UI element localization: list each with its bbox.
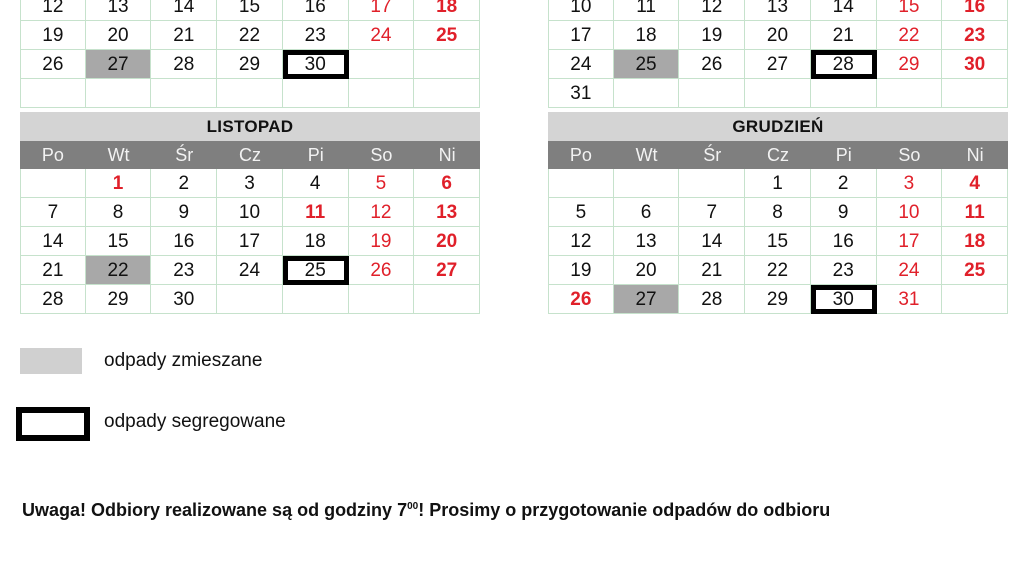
day-cell: 29	[217, 50, 283, 79]
day-cell	[877, 79, 943, 108]
day-cell: 17	[349, 0, 415, 21]
weekday-label: Po	[41, 145, 64, 165]
day-cell: 1	[86, 169, 152, 198]
day-cell: 28	[151, 50, 217, 79]
day-cell: 13	[86, 0, 152, 21]
legend-mixed-label: odpady zmieszane	[104, 350, 263, 371]
day-cell: 4	[283, 169, 349, 198]
day-cell: 7	[20, 198, 86, 227]
calendar-grid	[20, 169, 480, 314]
day-cell: 30	[942, 50, 1008, 79]
day-cell	[811, 79, 877, 108]
weekday-label: Ni	[966, 145, 984, 165]
day-cell: 13	[414, 198, 480, 227]
day-cell: 12	[548, 227, 614, 256]
day-cell: 17	[217, 227, 283, 256]
day-cell: 14	[679, 227, 745, 256]
day-cell: 24	[877, 256, 943, 285]
day-cell: 23	[811, 256, 877, 285]
day-cell	[414, 79, 480, 108]
day-cell	[679, 79, 745, 108]
day-cell	[614, 169, 680, 198]
day-cell: 26	[20, 50, 86, 79]
weekday-label: Pi	[307, 145, 324, 165]
day-cell: 5	[548, 198, 614, 227]
day-cell: 15	[86, 227, 152, 256]
day-cell: 19	[20, 21, 86, 50]
day-cell	[20, 79, 86, 108]
day-cell: 16	[151, 227, 217, 256]
day-cell: 23	[942, 21, 1008, 50]
day-cell: 22	[877, 21, 943, 50]
day-cell	[283, 285, 349, 314]
day-cell: 3	[217, 169, 283, 198]
day-cell: 18	[942, 227, 1008, 256]
day-cell	[614, 79, 680, 108]
day-cell	[942, 79, 1008, 108]
calendar-grid	[548, 169, 1008, 314]
day-cell: 17	[877, 227, 943, 256]
day-cell: 25	[414, 21, 480, 50]
calendar-grid	[20, 0, 480, 108]
day-cell: 20	[86, 21, 152, 50]
day-cell: 20	[745, 21, 811, 50]
day-cell: 30	[151, 285, 217, 314]
weekday-header	[20, 141, 480, 169]
day-cell	[20, 169, 86, 198]
weekday-label: So	[370, 145, 393, 165]
day-cell-mixed-pickup: 27	[86, 50, 152, 79]
day-cell: 21	[811, 21, 877, 50]
day-cell: 29	[745, 285, 811, 314]
day-cell: 15	[217, 0, 283, 21]
day-cell: 24	[217, 256, 283, 285]
note-text-before: Uwaga! Odbiory realizowane są od godziny 7	[22, 500, 408, 520]
day-cell: 11	[614, 0, 680, 21]
day-cell: 24	[349, 21, 415, 50]
day-cell: 25	[942, 256, 1008, 285]
day-cell: 8	[745, 198, 811, 227]
day-cell: 2	[811, 169, 877, 198]
day-cell: 22	[217, 21, 283, 50]
day-cell: 17	[548, 21, 614, 50]
day-cell: 10	[877, 198, 943, 227]
day-cell	[548, 169, 614, 198]
day-cell: 21	[20, 256, 86, 285]
day-cell: 16	[283, 0, 349, 21]
day-cell-mixed-pickup: 22	[86, 256, 152, 285]
day-cell: 10	[548, 0, 614, 21]
pickup-note	[22, 500, 830, 521]
day-cell: 13	[614, 227, 680, 256]
day-cell	[414, 285, 480, 314]
day-cell-segregated-pickup: 25	[283, 256, 349, 285]
day-cell: 16	[811, 227, 877, 256]
note-text-after: ! Prosimy o przygotowanie odpadów do odbioru	[418, 500, 831, 520]
day-cell: 4	[942, 169, 1008, 198]
day-cell: 26	[548, 285, 614, 314]
day-cell: 20	[614, 256, 680, 285]
day-cell: 27	[414, 256, 480, 285]
day-cell	[349, 285, 415, 314]
day-cell: 24	[548, 50, 614, 79]
note-hour-superscript: 00	[407, 501, 419, 512]
weekday-label: Wt	[635, 145, 658, 165]
day-cell: 15	[745, 227, 811, 256]
day-cell: 11	[942, 198, 1008, 227]
calendar-month-grudzien	[548, 112, 1008, 314]
day-cell: 3	[877, 169, 943, 198]
day-cell: 27	[745, 50, 811, 79]
calendar-month-listopad	[20, 112, 480, 314]
day-cell: 10	[217, 198, 283, 227]
day-cell	[217, 285, 283, 314]
day-cell: 5	[349, 169, 415, 198]
weekday-label: So	[898, 145, 921, 165]
day-cell: 9	[151, 198, 217, 227]
day-cell: 28	[20, 285, 86, 314]
legend-segregated-swatch	[16, 407, 90, 441]
day-cell: 8	[86, 198, 152, 227]
day-cell: 15	[877, 0, 943, 21]
day-cell	[283, 79, 349, 108]
day-cell: 29	[86, 285, 152, 314]
day-cell	[414, 50, 480, 79]
day-cell: 9	[811, 198, 877, 227]
day-cell-segregated-pickup: 30	[811, 285, 877, 314]
day-cell: 18	[283, 227, 349, 256]
day-cell: 14	[811, 0, 877, 21]
day-cell: 7	[679, 198, 745, 227]
day-cell: 22	[745, 256, 811, 285]
day-cell-mixed-pickup: 27	[614, 285, 680, 314]
day-cell: 11	[283, 198, 349, 227]
day-cell: 21	[679, 256, 745, 285]
day-cell: 20	[414, 227, 480, 256]
weekday-label: Pi	[835, 145, 852, 165]
day-cell	[679, 169, 745, 198]
day-cell	[745, 79, 811, 108]
day-cell: 16	[942, 0, 1008, 21]
day-cell	[349, 50, 415, 79]
day-cell: 12	[679, 0, 745, 21]
day-cell-segregated-pickup: 30	[283, 50, 349, 79]
day-cell: 1	[745, 169, 811, 198]
calendar-grid	[548, 0, 1008, 108]
day-cell: 23	[151, 256, 217, 285]
day-cell: 23	[283, 21, 349, 50]
day-cell	[217, 79, 283, 108]
day-cell: 6	[614, 198, 680, 227]
day-cell: 29	[877, 50, 943, 79]
day-cell: 2	[151, 169, 217, 198]
weekday-label: Śr	[175, 145, 194, 165]
day-cell: 18	[414, 0, 480, 21]
legend-mixed-swatch	[20, 348, 82, 374]
calendar-month-partial-left	[20, 0, 480, 108]
day-cell	[349, 79, 415, 108]
day-cell: 31	[877, 285, 943, 314]
weekday-label: Cz	[238, 145, 261, 165]
day-cell: 19	[679, 21, 745, 50]
weekday-label: Wt	[107, 145, 130, 165]
month-title: GRUDZIEŃ	[548, 112, 1008, 141]
day-cell: 13	[745, 0, 811, 21]
day-cell: 26	[349, 256, 415, 285]
day-cell-mixed-pickup: 25	[614, 50, 680, 79]
day-cell: 28	[679, 285, 745, 314]
weekday-header	[548, 141, 1008, 169]
legend-segregated-label: odpady segregowane	[104, 411, 286, 432]
weekday-label: Po	[569, 145, 592, 165]
day-cell: 26	[679, 50, 745, 79]
weekday-label: Cz	[766, 145, 789, 165]
day-cell: 18	[614, 21, 680, 50]
day-cell: 19	[349, 227, 415, 256]
day-cell: 14	[20, 227, 86, 256]
day-cell: 12	[20, 0, 86, 21]
month-title: LISTOPAD	[20, 112, 480, 141]
weekday-label: Śr	[703, 145, 722, 165]
day-cell	[151, 79, 217, 108]
day-cell: 6	[414, 169, 480, 198]
day-cell: 12	[349, 198, 415, 227]
day-cell: 31	[548, 79, 614, 108]
day-cell-segregated-pickup: 28	[811, 50, 877, 79]
day-cell	[942, 285, 1008, 314]
day-cell	[86, 79, 152, 108]
day-cell: 19	[548, 256, 614, 285]
day-cell: 14	[151, 0, 217, 21]
calendar-month-partial-right	[548, 0, 1008, 108]
weekday-label: Ni	[438, 145, 456, 165]
day-cell: 21	[151, 21, 217, 50]
